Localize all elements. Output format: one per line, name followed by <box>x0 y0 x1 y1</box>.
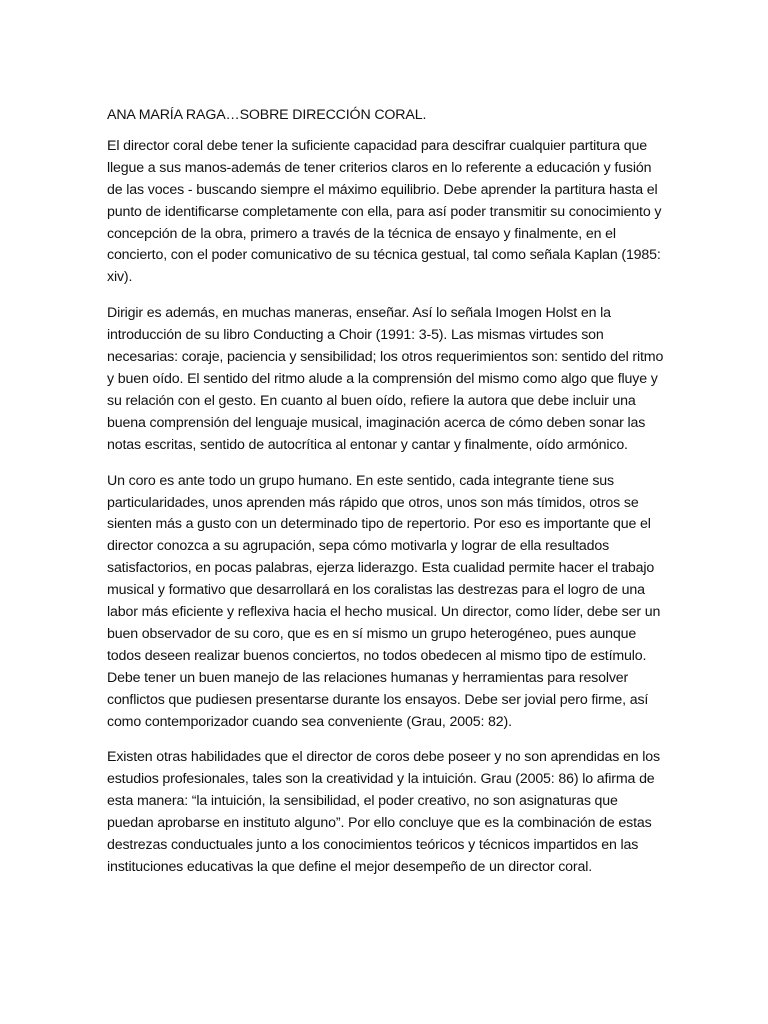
document-body <box>107 105 667 893</box>
document-title: ANA MARÍA RAGA…SOBRE DIRECCIÓN CORAL. <box>107 107 427 123</box>
paragraph-4: Existen otras habilidades que el director de coros debe poseer y no son aprendidas en los estudios profesionales, tales son la creatividad y la intuición. Grau (2005: 86) lo afirma de esta manera: “la intuición, la sensibilidad, el poder creativo, no son asignaturas que puedan aprobarse en instituto alguno”. Por ello concluye que es la combinación de estas destrezas conductuales junto a los conocimientos teóricos y técnicos impartidos en las instituciones educativas la que define el mejor desempeño de un director coral. <box>107 749 660 875</box>
paragraph-3: Un coro es ante todo un grupo humano. En este sentido, cada integrante tiene sus particularidades, unos aprenden más rápido que otros, unos son más tímidos, otros se sienten más a gusto con un determinado tipo de repertorio. Por eso es importante que el director conozca a su agrupación, sepa cómo motivarla y lograr de ella resultados satisfactorios, en pocas palabras, ejerza liderazgo. Esta cualidad permite hacer el trabajo musical y formativo que desarrollará en los coralistas las destrezas para el logro de una labor más eficiente y reflexiva hacia el hecho musical. Un director, como líder, debe ser un buen observador de su coro, que es en sí mismo un grupo heterogéneo, pues aunque todos deseen realizar buenos conciertos, no todos obedecen al mismo tipo de estímulo. Debe tener un buen manejo de las relaciones humanas y herramientas para resolver conflictos que pudiesen presentarse durante los ensayos. Debe ser jovial pero firme, así como contemporizador cuando sea conveniente (Grau, 2005: 82). <box>107 472 661 730</box>
paragraph-2: Dirigir es además, en muchas maneras, enseñar. Así lo señala Imogen Holst en la introducción de su libro Conducting a Choir (1991: 3-5). Las mismas virtudes son necesarias: coraje, paciencia y sensibilidad; los otros requerimientos son: sentido del ritmo y buen oído. El sentido del ritmo alude a la comprensión del mismo como algo que fluye y su relación con el gesto. En cuanto al buen oído, refiere la autora que debe incluir una buena comprensión del lenguaje musical, imaginación acerca de cómo deben sonar las notas escritas, sentido de autocrítica al entonar y cantar y finalmente, oído armónico. <box>107 305 664 453</box>
paragraph-1: El director coral debe tener la suficiente capacidad para descifrar cualquier partitura que llegue a sus manos-además de tener criterios claros en lo referente a educación y fusión de las voces - buscando siempre el máximo equilibrio. Debe aprender la partitura hasta el punto de identificarse completamente con ella, para así poder transmitir su conocimiento y concepción de la obra, primero a través de la técnica de ensayo y finalmente, en el concierto, con el poder comunicativo de su técnica gestual, tal como señala Kaplan (1985: xiv). <box>107 137 662 286</box>
